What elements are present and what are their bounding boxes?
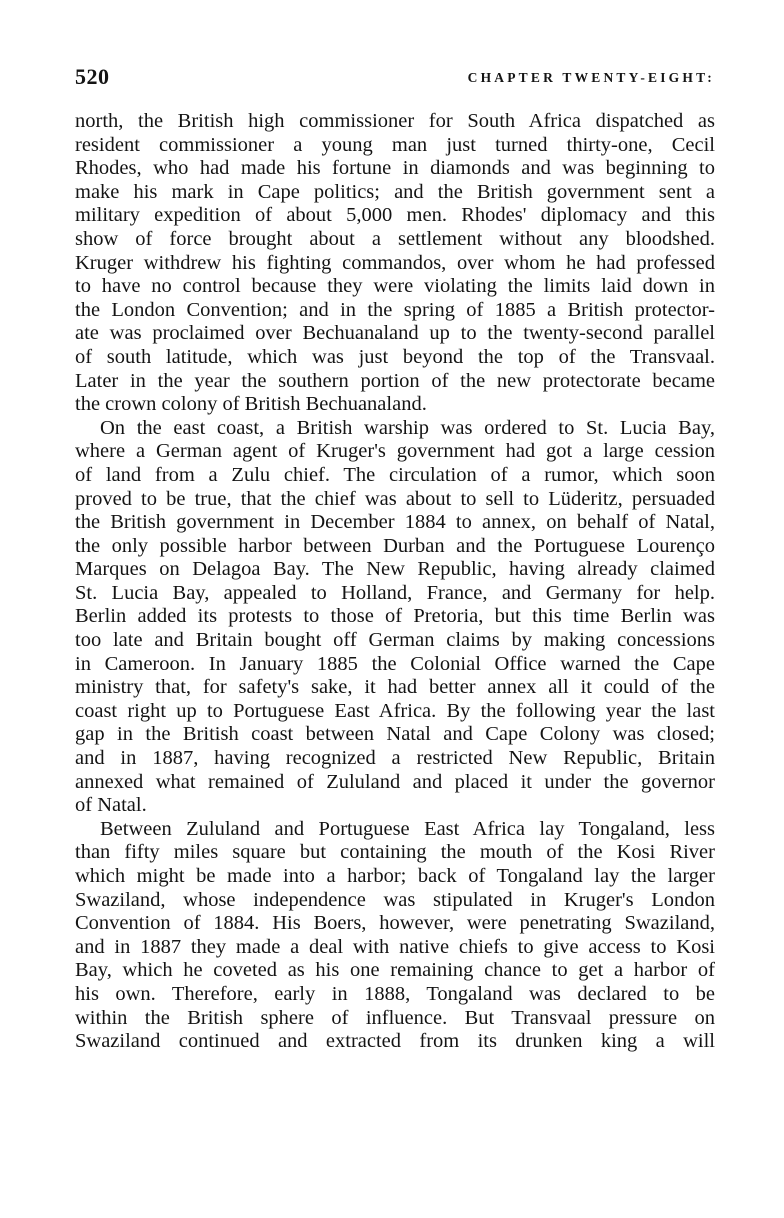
text-line: of south latitude, which was just beyond the top of the Transvaal. xyxy=(75,345,715,368)
paragraph-start-line: On the east coast, a British warship was ordered to St. Lucia Bay, xyxy=(100,416,715,439)
text-line: Later in the year the southern portion of the new protectorate became xyxy=(75,369,715,392)
paragraph-end-line: the crown colony of British Bechuanaland. xyxy=(75,393,427,416)
text-line: too late and Britain bought off German claims by making concessions xyxy=(75,629,715,652)
text-line: of land from a Zulu chief. The circulation of a rumor, which soon xyxy=(75,463,715,486)
text-line: to have no control because they were violating the limits laid down in xyxy=(75,275,715,298)
text-line: Rhodes, who had made his fortune in diamonds and was beginning to xyxy=(75,157,715,180)
paragraph-end-line: of Natal. xyxy=(75,794,147,817)
text-line: resident commissioner a young man just turned thirty-one, Cecil xyxy=(75,133,715,156)
text-line: the London Convention; and in the spring of 1885 a British protector- xyxy=(75,298,715,321)
running-head: CHAPTER TWENTY-EIGHT: xyxy=(467,70,715,85)
text-line: Marques on Delagoa Bay. The New Republic, having already claimed xyxy=(75,558,715,581)
text-line: and in 1887, having recognized a restricted New Republic, Britain xyxy=(75,747,715,770)
text-line: Kruger withdrew his fighting commandos, over whom he had professed xyxy=(75,251,715,274)
text-line: than fifty miles square but containing the mouth of the Kosi River xyxy=(75,841,715,864)
text-line: military expedition of about 5,000 men. Rhodes' diplomacy and this xyxy=(75,204,715,227)
text-line: within the British sphere of influence. But Transvaal pressure on xyxy=(75,1006,715,1029)
text-line: make his mark in Cape politics; and the British government sent a xyxy=(75,180,715,203)
text-line: which might be made into a harbor; back of Tongaland lay the larger xyxy=(75,865,715,887)
body-text xyxy=(75,110,715,1054)
text-line: proved to be true, that the chief was about to sell to Lüderitz, persuaded xyxy=(75,487,715,510)
text-line: the British government in December 1884 to annex, on behalf of Natal, xyxy=(75,511,715,534)
text-line: in Cameroon. In January 1885 the Colonial Office warned the Cape xyxy=(75,652,715,675)
text-line: Swaziland continued and extracted from its drunken king a will xyxy=(75,1030,715,1053)
text-line: coast right up to Portuguese East Africa. By the following year the last xyxy=(75,699,715,722)
page-number: 520 xyxy=(75,64,110,89)
paragraph-start-line: Between Zululand and Portuguese East Africa lay Tongaland, less xyxy=(100,817,715,840)
text-line: where a German agent of Kruger's government had got a large cession xyxy=(75,440,715,463)
text-line: Bay, which he coveted as his one remaining chance to get a harbor of xyxy=(75,959,715,982)
text-line: annexed what remained of Zululand and placed it under the governor xyxy=(75,770,715,793)
text-line: Convention of 1884. His Boers, however, were penetrating Swaziland, xyxy=(75,912,715,935)
text-line: the only possible harbor between Durban and the Portuguese Lourenço xyxy=(75,534,715,557)
text-line: ate was proclaimed over Bechuanaland up to the twenty-second parallel xyxy=(75,322,715,345)
text-line: north, the British high commissioner for South Africa dispatched as xyxy=(75,110,715,132)
text-line: Swaziland, whose independence was stipulated in Kruger's London xyxy=(75,888,715,911)
text-line: ministry that, for safety's sake, it had better annex all it could of the xyxy=(75,676,715,699)
text-line: his own. Therefore, early in 1888, Tongaland was declared to be xyxy=(75,982,715,1005)
page-header xyxy=(75,64,715,94)
text-line: St. Lucia Bay, appealed to Holland, France, and Germany for help. xyxy=(75,581,715,604)
text-line: gap in the British coast between Natal and Cape Colony was closed; xyxy=(75,723,715,746)
text-line: show of force brought about a settlement without any bloodshed. xyxy=(75,227,715,250)
text-line: and in 1887 they made a deal with native chiefs to give access to Kosi xyxy=(75,935,715,958)
text-line: Berlin added its protests to those of Pretoria, but this time Berlin was xyxy=(75,605,715,628)
